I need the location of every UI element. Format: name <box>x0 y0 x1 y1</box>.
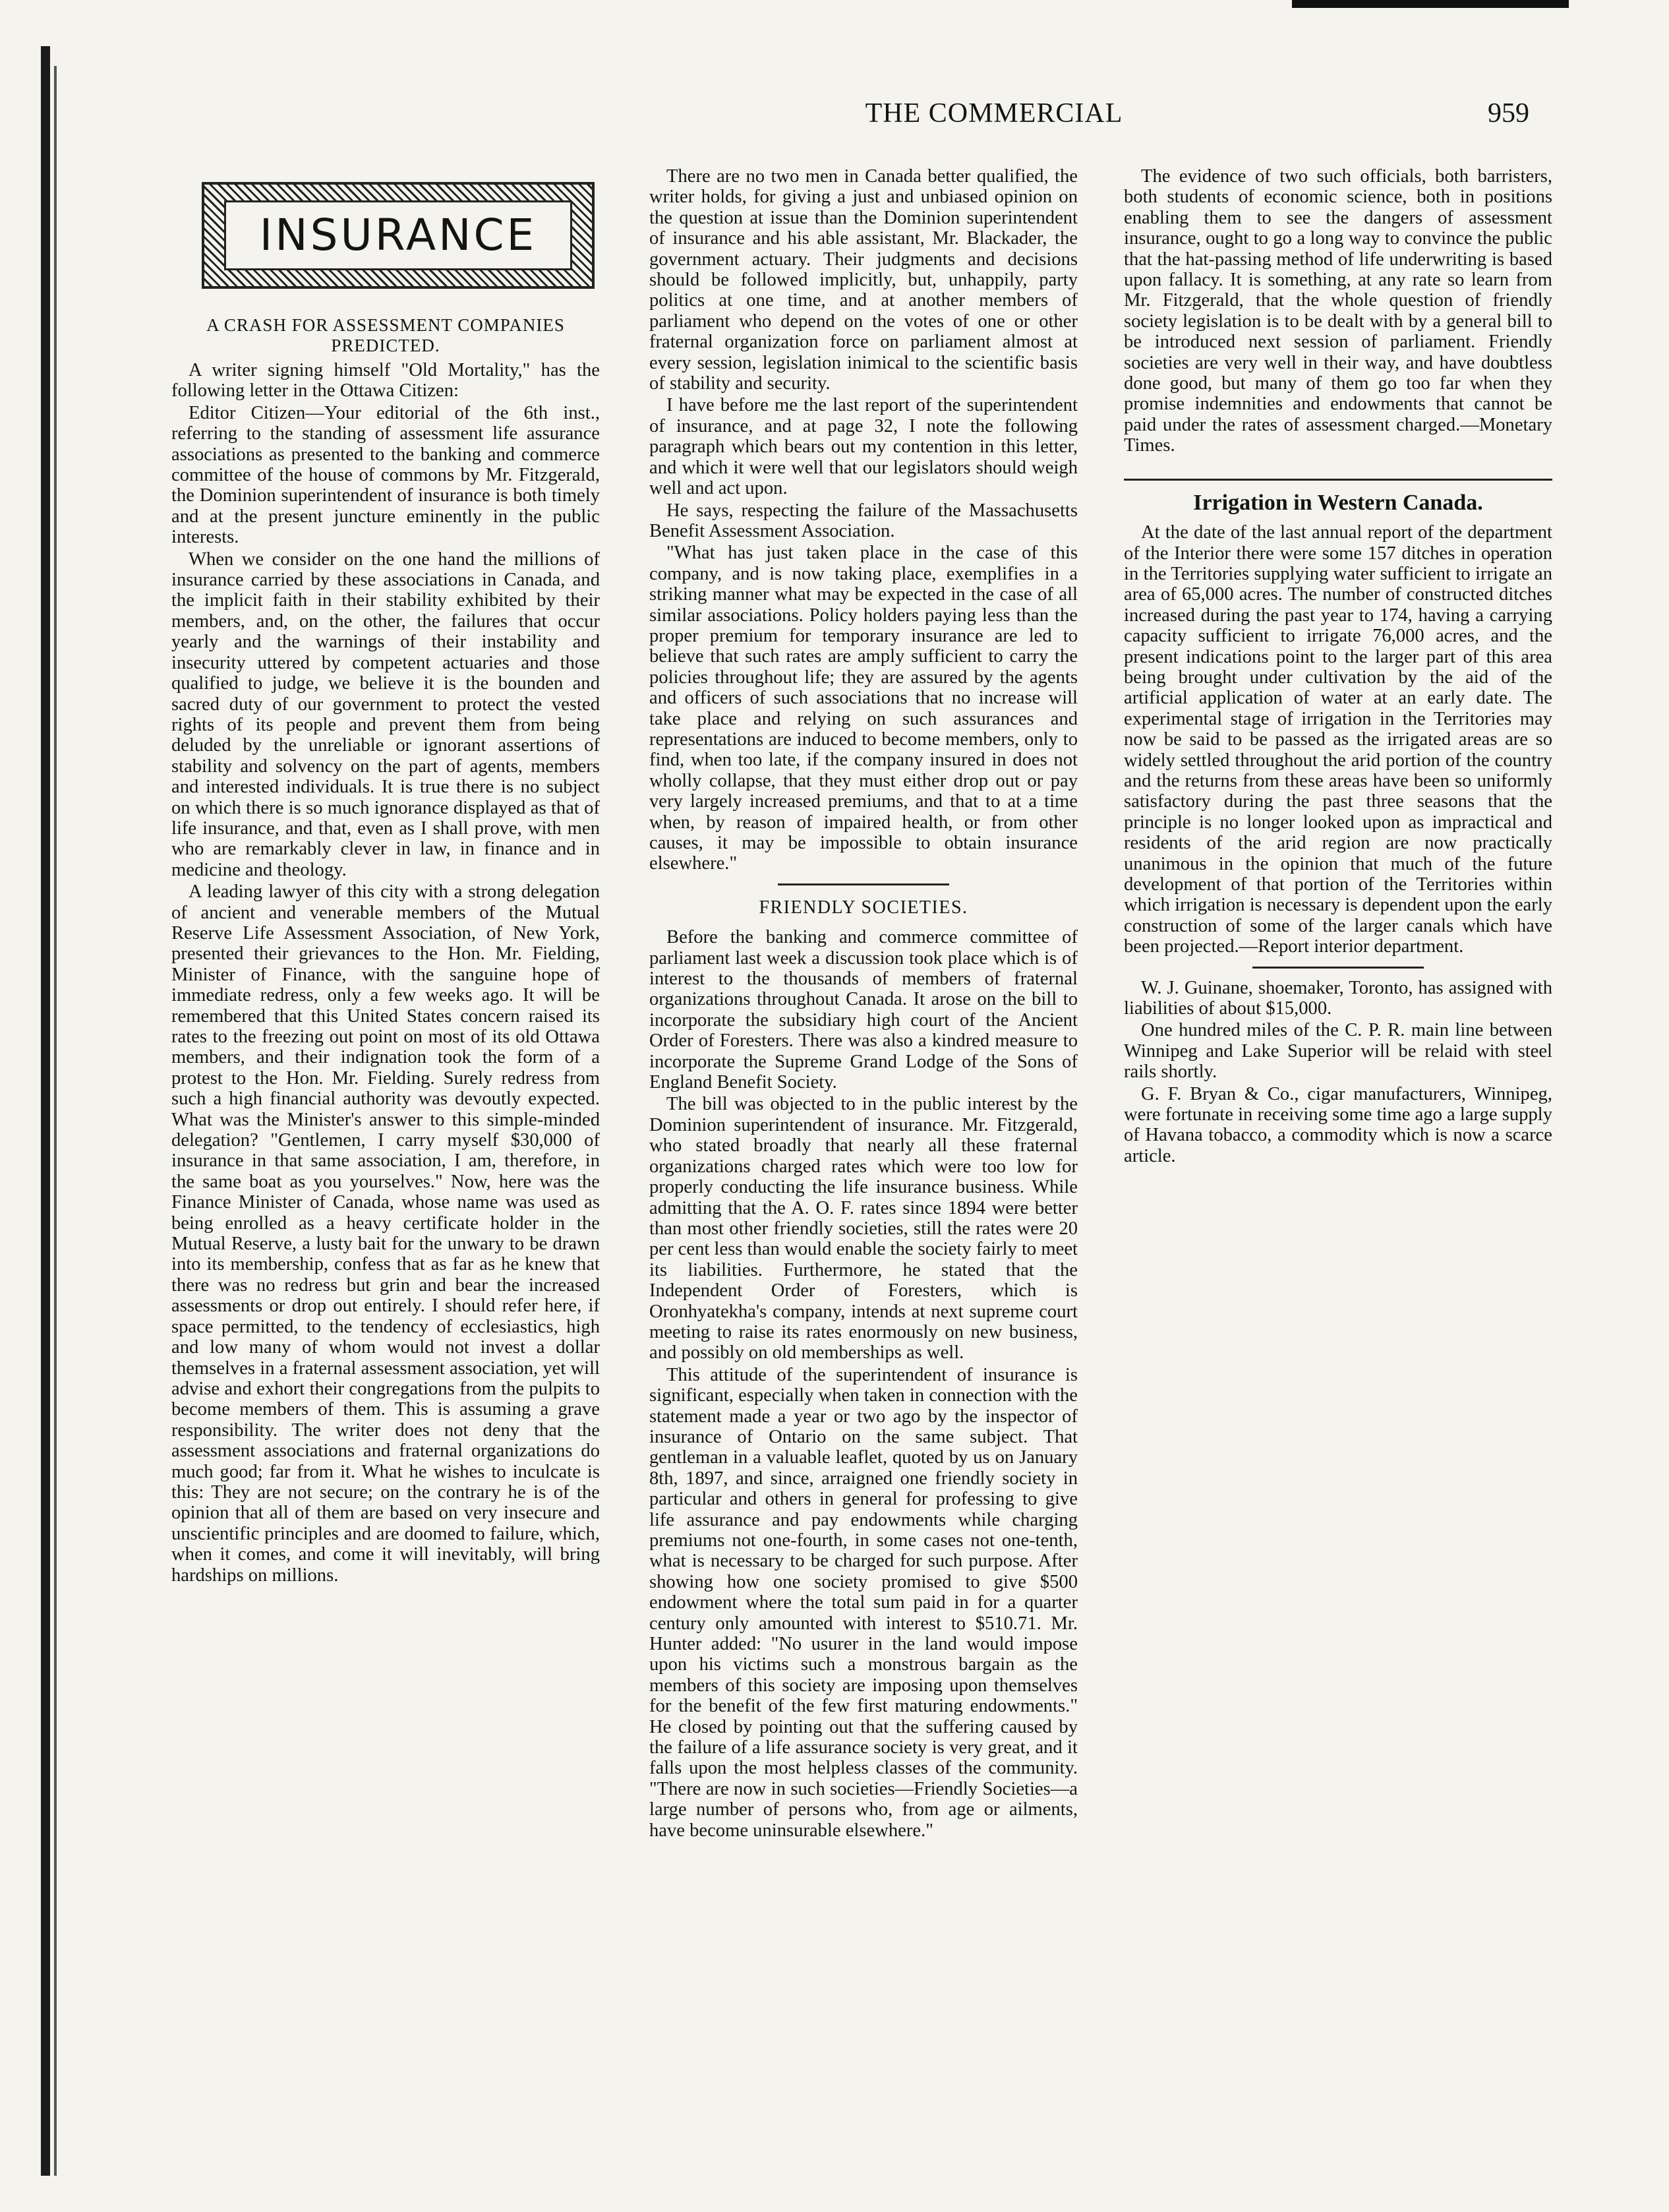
article-headline: A CRASH FOR ASSESSMENT COMPANIES PREDICTED. <box>206 315 565 355</box>
section-divider <box>778 883 949 885</box>
paragraph: A writer signing himself "Old Mortality," has the following letter in the Ottawa Citizen: <box>171 360 600 402</box>
insurance-section-banner <box>202 182 595 289</box>
news-brief: One hundred miles of the C. P. R. main line between Winnipeg and Lake Superior will be relaid with steel rails shortly. <box>1124 1020 1552 1083</box>
top-rule <box>1292 0 1569 8</box>
paragraph: "What has just taken place in the case of this company, and is now taking place, exemplifies in a striking manner what may be expected in the case of all similar associations. Policy holders paying less than the proper premium for temporary insurance are led to believe that such rates are amply sufficient to carry the policies throughout life; they are assured by the agents and officers of such associations that no increase will take place and relying on such assurances and representations are induced to become members, only to find, when too late, if the company insured in does not wholly collapse, that they must either drop out or pay very largely increased premiums, and that to at a time when, by reason of impaired health, or from other causes, it may be impossible to obtain insurance elsewhere." <box>649 543 1078 874</box>
paragraph: When we consider on the one hand the millions of insurance carried by these associations in Canada, and the implicit faith in their stability exhibited by their members, and, on the other, the failures that occur yearly and the warnings of their instability and insecurity uttered by competent actuaries and those qualified to judge, we believe it is the bounden and sacred duty of our government to protect the vested rights of its people and prevent them from being deluded by the unreliable or ignorant assertions of stability and solvency on the part of agents, members and interested individuals. It is true there is no subject on which there is so much ignorance displayed as that of life insurance, and that, even as I shall prove, with men who are remarkably clever in law, in finance and in medicine and theology. <box>171 549 600 880</box>
section-divider <box>1252 967 1424 969</box>
article-headline: FRIENDLY SOCIETIES. <box>759 897 968 918</box>
running-head <box>66 98 1529 137</box>
column-2 <box>649 166 1078 1841</box>
news-brief: G. F. Bryan & Co., cigar manufacturers, Winnipeg, were fortunate in receiving some time ago a large supply of Havana tobacco, a commodity which is now a scarce article. <box>1124 1083 1552 1166</box>
paragraph: Before the banking and commerce committee of parliament last week a discussion took place which is of interest to the thousands of members of fraternal organizations throughout Canada. It arose on the bill to incorporate the subsidiary high court of the Ancient Order of Foresters. There was also a kindred measure to incorporate the Supreme Grand Lodge of the Sons of England Benefit Society. <box>649 927 1078 1093</box>
section-divider <box>1124 479 1552 481</box>
paragraph: At the date of the last annual report of the department of the Interior there were some 157 ditches in operation in the Territories supplying water sufficient to irrigate an area of 65,000 acres. The number of constructed ditches increased during the past year to 174, having a carrying capacity sufficient to irrigate 76,000 acres, and the present indications point to the larger part of this area being brought under cultivation by the aid of the artificial application of water at an early date. The experimental stage of irrigation in the Territories may now be said to be passed as the irrigated areas are so widely settled throughout the arid portion of the country and the returns from these areas have been so uniformly satisfactory during the past three seasons that the principle is no longer looked upon as impractical and residents of the arid region are now practically unanimous in the opinion that much of the future development of that portion of the Territories within which irrigation is necessary is dependent upon the early construction of some of the larger canals which have been projected.—Report interior department. <box>1124 522 1552 957</box>
binding-edge <box>41 46 50 2176</box>
banner-title: INSURANCE <box>224 200 572 270</box>
column-1 <box>171 164 600 1586</box>
paragraph: Editor Citizen—Your editorial of the 6th inst., referring to the standing of assessment life assurance associations as presented to the banking and commerce committee of the house of commons by Mr. Fitzgerald, the Dominion superintendent of insurance is both timely and at the present juncture eminently in the public interests. <box>171 402 600 548</box>
page-number: 959 <box>1488 98 1529 129</box>
paragraph: This attitude of the superintendent of insurance is significant, especially when taken in connection with the statement made a year or two ago by the inspector of insurance of Ontario on the same subject. That gentleman in a valuable leaflet, quoted by us on January 8th, 1897, and since, arraigned one friendly society in particular and others in general for professing to give life assurance and pay endowments while charging premiums not one-fourth, in some cases not one-tenth, what is necessary to be charged for such purpose. After showing how one society promised to give $500 endowment where the total sum paid in for a quarter century only amounted with interest to $510.71. Mr. Hunter added: "No usurer in the land would impose upon his victims such a monstrous bargain as the members of this society are imposing upon themselves for the benefit of the few first maturing endowments." He closed by pointing out that the suffering caused by the failure of a life assurance society is very great, and it falls upon the most helpless classes of the community. "There are now in such societies—Friendly Societies—a large number of persons who, from age or ailments, have become uninsurable elsewhere." <box>649 1364 1078 1841</box>
paragraph: The bill was objected to in the public interest by the Dominion superintendent of insurance. Mr. Fitzgerald, who stated broadly that nearly all these fraternal organizations charged rates which were too low for properly conducting the life insurance business. While admitting that the A. O. F. rates since 1894 were better than most other friendly societies, still the rates were 20 per cent less than would enable the society fairly to meet its liabilities. Furthermore, he stated that the Independent Order of Foresters, which is Oronhyatekha's company, intends at next supreme court meeting to raise its rates enormously on new business, and possibly on old memberships as well. <box>649 1094 1078 1363</box>
paragraph: There are no two men in Canada better qualified, the writer holds, for giving a just and unbiased opinion on the question at issue than the Dominion superintendent of insurance and his able assistant, Mr. Blackader, the government actuary. Their judgments and decisions should be followed implicitly, but, unhappily, party politics at one time, and at another members of parliament who depend on the votes of one or other fraternal organization force on parliament almost at every session, legislation inimical to the scientific basis of stability and security. <box>649 166 1078 394</box>
paragraph: He says, respecting the failure of the Massachusetts Benefit Assessment Association. <box>649 500 1078 541</box>
paragraph: I have before me the last report of the superintendent of insurance, and at page 32, I note the following paragraph which bears out my contention in this letter, and which it were well that our legislators should weigh well and act upon. <box>649 395 1078 499</box>
publication-title: THE COMMERCIAL <box>865 98 1123 129</box>
binding-edge-shadow <box>54 66 57 2176</box>
article-headline: Irrigation in Western Canada. <box>1193 490 1483 515</box>
column-3 <box>1124 166 1552 1166</box>
news-brief: W. J. Guinane, shoemaker, Toronto, has assigned with liabilities of about $15,000. <box>1124 977 1552 1019</box>
paragraph: The evidence of two such officials, both barristers, both students of economic science, both in positions enabling them to see the dangers of assessment insurance, ought to go a long way to convince the public that the hat-passing method of life underwriting is based upon fallacy. It is something, at any rate so learn from Mr. Fitzgerald, that the whole question of friendly society legislation is to be dealt with by a general bill to be introduced next session of parliament. Friendly societies are very well in their way, and have doubtless done good, but many of them go too far when they promise indemnities and endowments that cannot be paid under the rates of assessment charged.—Monetary Times. <box>1124 166 1552 456</box>
paragraph: A leading lawyer of this city with a strong delegation of ancient and venerable members of the Mutual Reserve Life Assessment Association, of New York, presented their grievances to the Hon. Mr. Fielding, Minister of Finance, with the sanguine hope of immediate redress, only a few weeks ago. It will be remembered that this United States concern raised its rates to the freezing out point on most of its old Ottawa members, and their indignation took the form of a protest to the Hon. Mr. Fielding. Surely redress from such a high financial authority was devoutly expected. What was the Minister's answer to this simple-minded delegation? "Gentlemen, I carry myself $30,000 of insurance in that same association, I am, therefore, in the same boat as you yourselves." Now, here was the Finance Minister of Canada, whose name was used as being enrolled as a heavy certificate holder in the Mutual Reserve, a lusty bait for the unwary to be drawn into its membership, confess that as far as he knew that there was no redress but grin and bear the increased assessments or drop out entirely. I should refer here, if space permitted, to the tendency of ecclesiastics, high and low many of whom would not invest a dollar themselves in a fraternal assessment association, yet will advise and exhort their congregations from the pulpits to become members of them. This is assuming a grave responsibility. The writer does not deny that the assessment associations and fraternal organizations do much good; far from it. What he wishes to inculcate is this: They are not secure; on the contrary he is of the opinion that all of them are based on very insecure and unscientific principles and are doomed to failure, which, when it comes, and come it will inevitably, will bring hardships on millions. <box>171 882 600 1586</box>
